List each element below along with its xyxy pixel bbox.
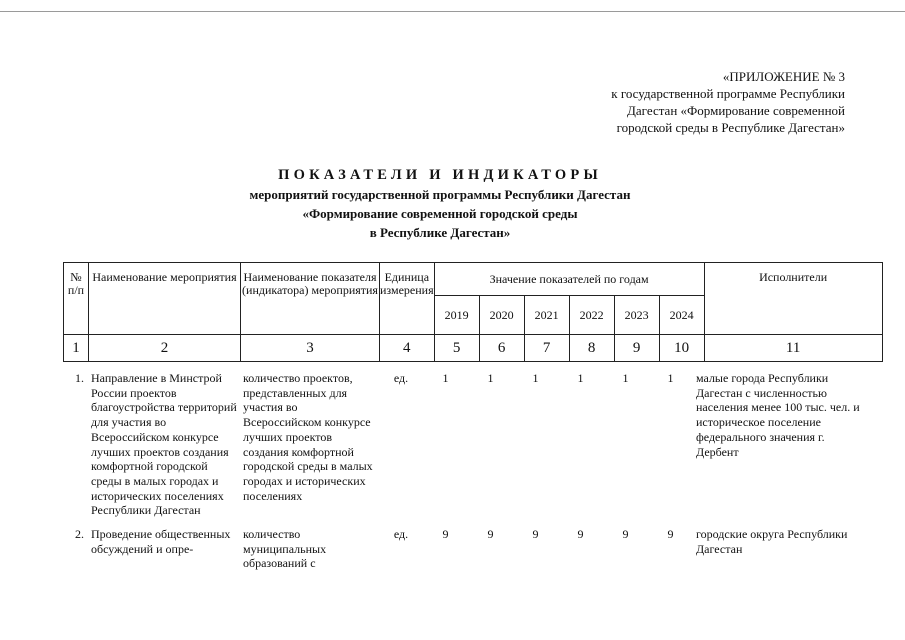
row-value: 1 xyxy=(487,371,494,385)
column-number: 2 xyxy=(89,335,241,362)
header-year: 2020 xyxy=(479,296,524,335)
indicators-table-header xyxy=(63,262,883,362)
row-value: 1 xyxy=(622,371,629,385)
document-subtitle-line: мероприятий государственной программы Республики Дагестан xyxy=(249,187,631,202)
row-value: 9 xyxy=(577,527,584,541)
scan-top-edge-line xyxy=(0,11,905,12)
row-value: 1 xyxy=(577,371,584,385)
row-value: 1 xyxy=(667,371,674,385)
row-value: 9 xyxy=(622,527,629,541)
row-value: 9 xyxy=(442,527,449,541)
row-event: Направление в Минстрой России проектов благоустройства территорий для участия во Всероссийском конкурсе лучших проектов создания комфортной городской среды в малых городах и исторических поселениях Республики Дагестан xyxy=(91,371,237,518)
table-row xyxy=(63,522,871,571)
header-unit: Единица измерения xyxy=(380,263,435,335)
header-index: № п/п xyxy=(64,263,89,335)
appendix-line: Дагестан «Формирование современной xyxy=(627,103,845,118)
row-unit: ед. xyxy=(393,527,409,541)
row-index: 1. xyxy=(75,371,84,385)
appendix-note xyxy=(545,68,845,136)
header-year: 2023 xyxy=(614,296,659,335)
row-value: 9 xyxy=(532,527,539,541)
column-number: 10 xyxy=(659,335,704,362)
appendix-line: к государственной программе Республики xyxy=(611,86,845,101)
row-value: 9 xyxy=(667,527,674,541)
column-number: 6 xyxy=(479,335,524,362)
header-event-name: Наименование мероприятия xyxy=(89,263,241,335)
document-heading xyxy=(160,165,720,242)
table-row xyxy=(63,366,871,522)
document-title: ПОКАЗАТЕЛИ И ИНДИКАТОРЫ xyxy=(278,167,602,183)
row-unit: ед. xyxy=(393,371,409,385)
column-number: 5 xyxy=(434,335,479,362)
row-executor: городские округа Республики Дагестан xyxy=(696,527,848,556)
appendix-line: городской среды в Республике Дагестан» xyxy=(616,120,845,135)
row-value: 1 xyxy=(532,371,539,385)
row-executor: малые города Республики Дагестан с численностью населения менее 100 тыс. чел. и историческое поселение федерального значения г. Дербент xyxy=(696,371,860,459)
column-number: 7 xyxy=(524,335,569,362)
row-value: 9 xyxy=(487,527,494,541)
column-number: 3 xyxy=(241,335,380,362)
row-value: 1 xyxy=(442,371,449,385)
column-number: 11 xyxy=(704,335,882,362)
column-number: 4 xyxy=(380,335,435,362)
row-indicator: количество проектов, представленных для участия во Всероссийском конкурсе лучших проектов создания комфортной городской среды в малых городах и исторических поселениях xyxy=(243,371,373,503)
column-number: 9 xyxy=(614,335,659,362)
header-year: 2019 xyxy=(434,296,479,335)
header-executors: Исполнители xyxy=(704,263,882,335)
column-number: 1 xyxy=(64,335,89,362)
row-indicator: количество муниципальных образований с xyxy=(243,527,327,571)
document-subtitle-line: «Формирование современной городской среды xyxy=(302,206,578,221)
header-indicator-name: Наименование показателя (индикатора) мероприятия xyxy=(241,263,380,335)
row-event: Проведение общественных обсуждений и опре- xyxy=(91,527,231,556)
document-subtitle-line: в Республике Дагестан» xyxy=(369,225,511,240)
header-year: 2021 xyxy=(524,296,569,335)
appendix-line: «ПРИЛОЖЕНИЕ № 3 xyxy=(722,69,845,84)
header-year: 2022 xyxy=(569,296,614,335)
header-year: 2024 xyxy=(659,296,704,335)
header-values-by-year: Значение показателей по годам xyxy=(434,263,704,296)
row-index: 2. xyxy=(75,527,84,541)
indicators-table-body xyxy=(63,366,871,571)
column-number: 8 xyxy=(569,335,614,362)
